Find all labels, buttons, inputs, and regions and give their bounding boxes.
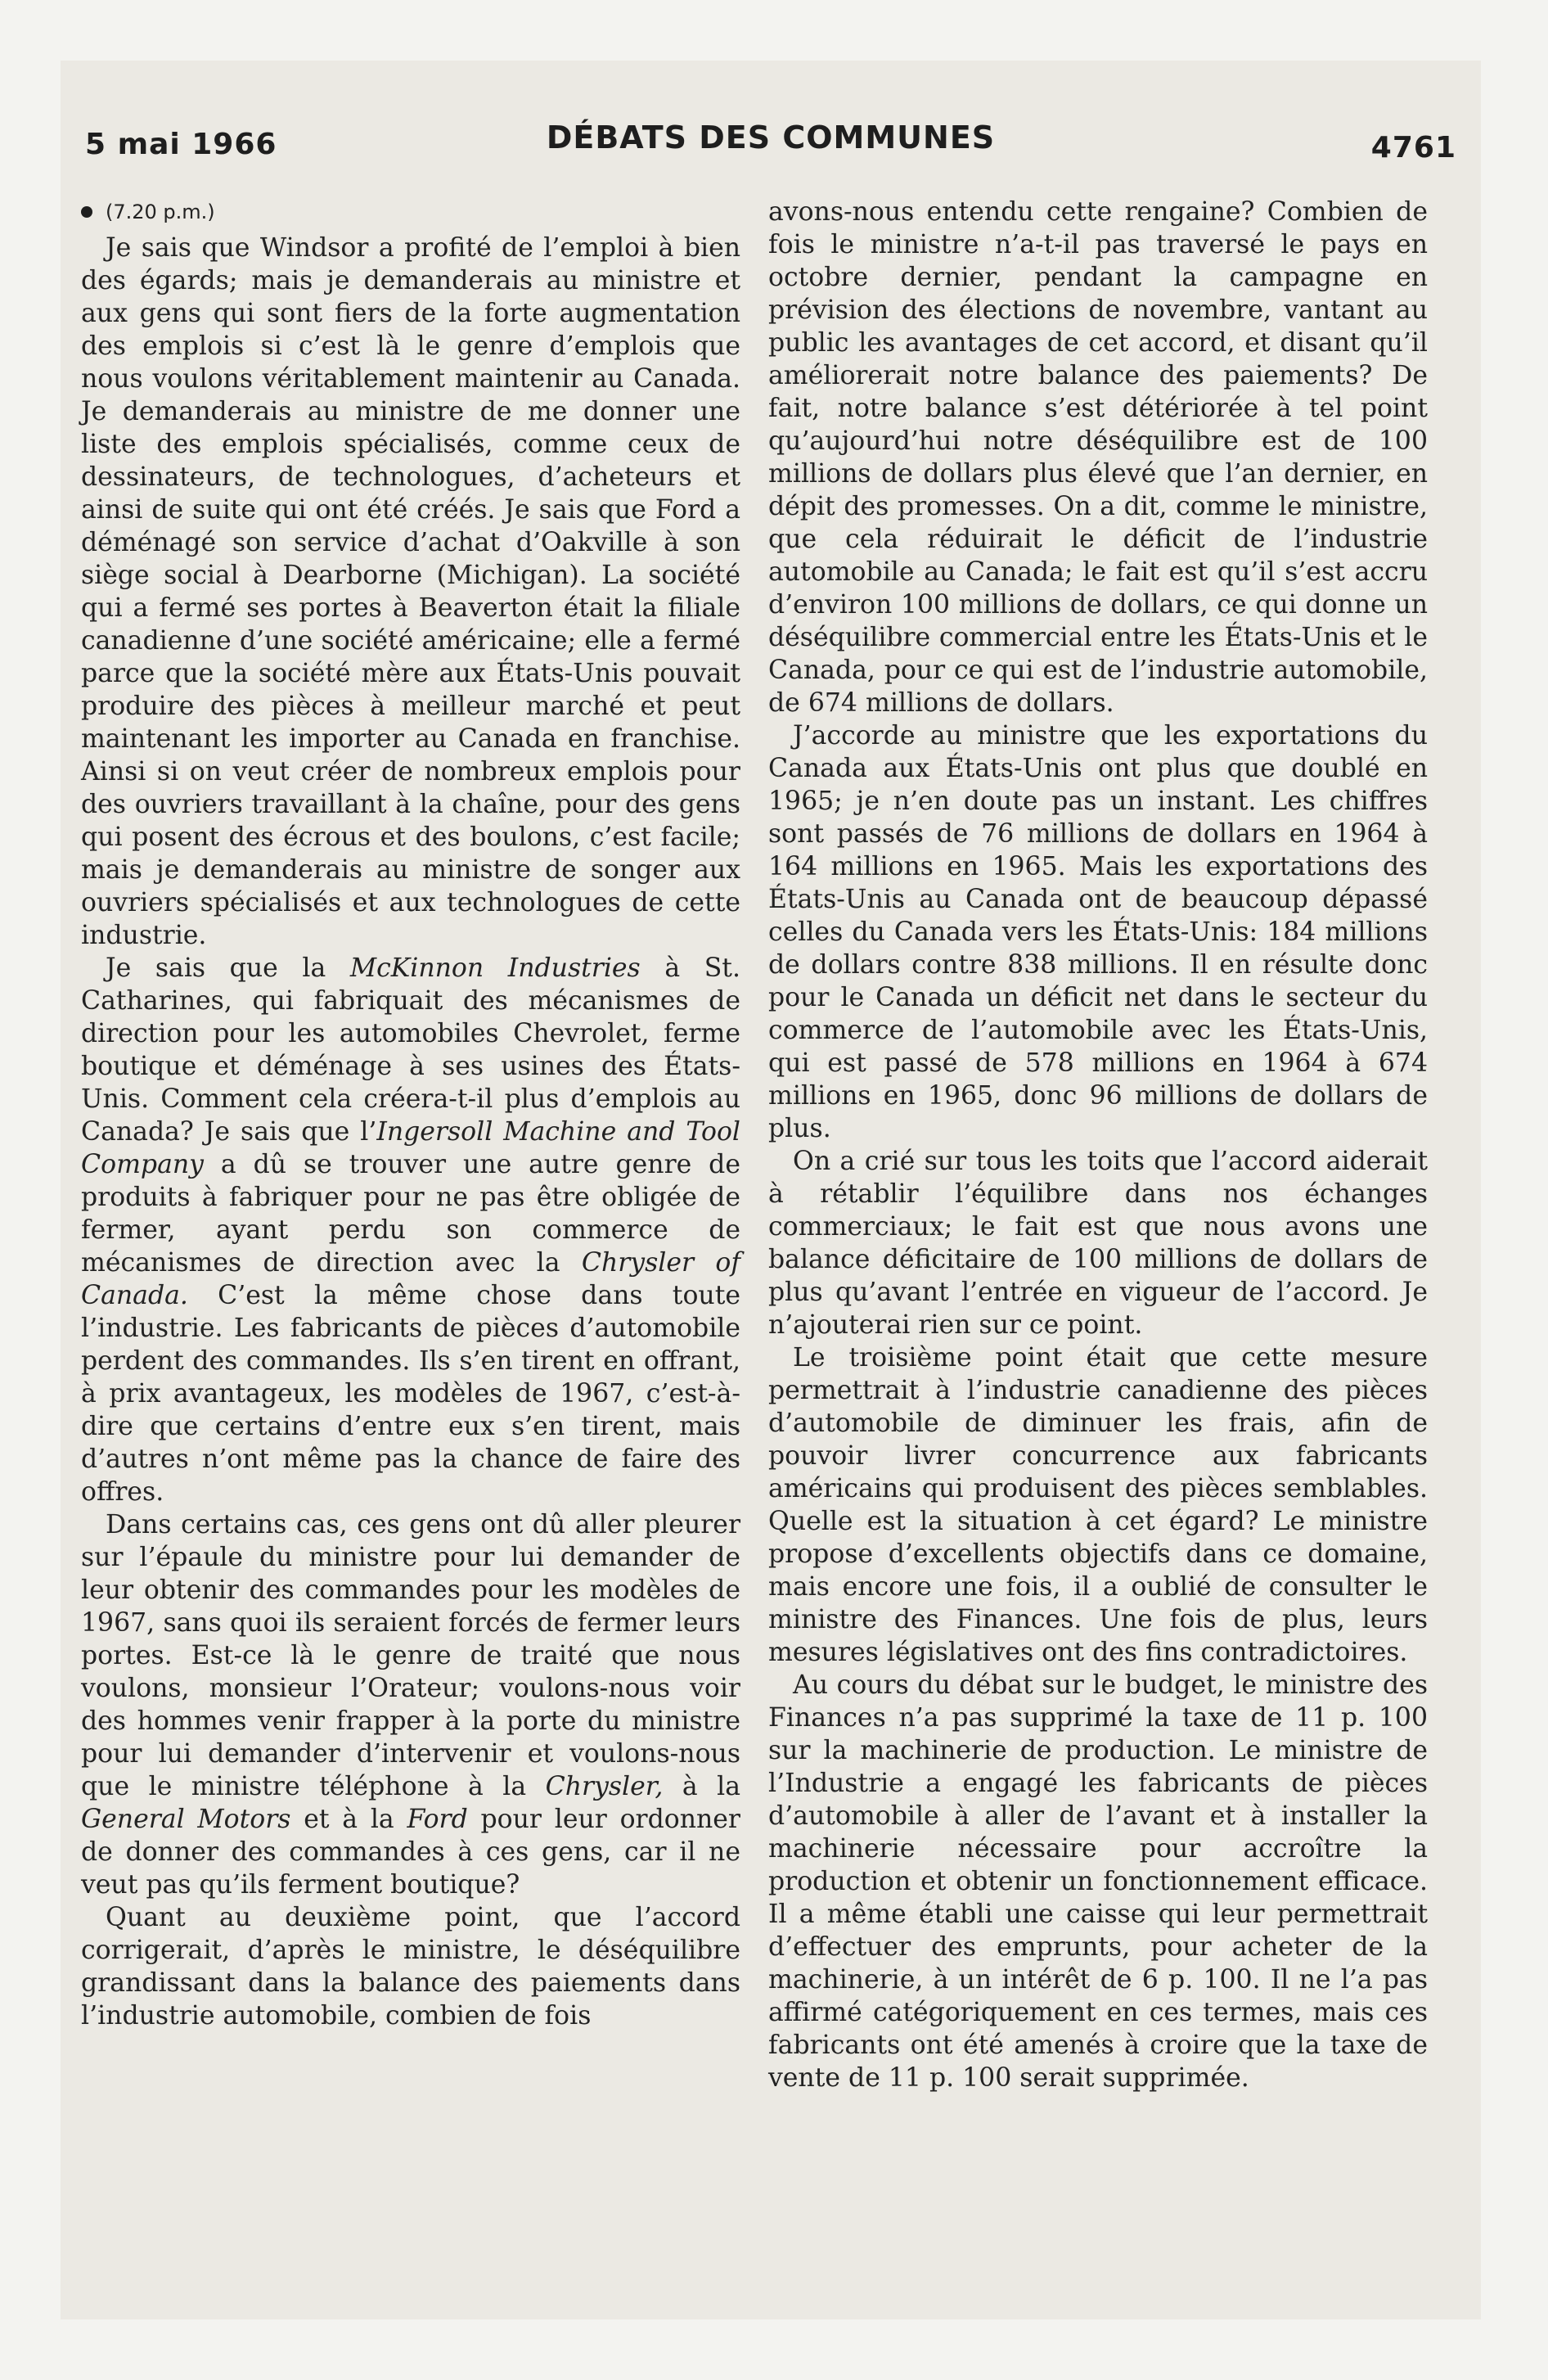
text-run: Je sais que la: [106, 953, 350, 983]
italic-run: Ingersoll Machine and Tool Company: [81, 1117, 741, 1179]
header-date: 5 mai 1966: [85, 128, 277, 161]
italic-run: General Motors: [81, 1805, 291, 1834]
text-run: C’est la même chose dans toute l’industrie. Les fabricants de pièces d’automobile perdent des commandes. Ils s’en tirent en offrant, à prix avantageux, les modèles de 1967, c’est-à-dire que certains d’entre eux s’en tirent, mais d’autres n’ont même pas la chance de faire des offres.: [81, 1281, 740, 1507]
text-run: à la: [663, 1772, 740, 1801]
italic-run: Ford: [407, 1805, 468, 1834]
paragraph: On a crié sur tous les toits que l’accord aiderait à rétablir l’équilibre dans nos échanges commerciaux; le fait est que nous avons une balance déficitaire de 100 millions de dollars de plus qu’avant l’entrée en vigueur de l’accord. Je n’ajouterai rien sur ce point.: [768, 1147, 1428, 1340]
paragraph: [81, 952, 740, 1508]
header-title: DÉBATS DES COMMUNES: [546, 119, 996, 156]
paragraph: Je sais que Windsor a profité de l’emploi à bien des égards; mais je demanderais au ministre et aux gens qui sont fiers de la forte augmentation des emplois si c’est là le genre d’emplois que nous voulons véritablement maintenir au Canada. Je demanderais au ministre de me donner une liste des emplois spécialisés, comme ceux de dessinateurs, de technologues, d’acheteurs et ainsi de suite qui ont été créés. Je sais que Ford a déménagé son service d’achat d’Oakville à son siège social à Dearborne (Michigan). La société qui a fermé ses portes à Beaverton était la filiale canadienne d’une société américaine; elle a fermé parce que la société mère aux États-Unis pouvait produire des pièces à meilleur marché et peut maintenant les importer au Canada en franchise. Ainsi si on veut créer de nombreux emplois pour des ouvriers travaillant à la chaîne, pour des gens qui posent des écrous et des boulons, c’est facile; mais je demanderais au ministre de songer aux ouvriers spécialisés et aux technologues de cette industrie.: [81, 233, 740, 950]
italic-run: Chrysler,: [545, 1772, 664, 1801]
paragraph: Le troisième point était que cette mesure permettrait à l’industrie canadienne des pièces d’automobile de diminuer les frais, afin de pouvoir livrer concurrence aux fabricants américains qui produisent des pièces semblables. Quelle est la situation à cet égard? Le ministre propose d’excellents objectifs dans ce domaine, mais encore une fois, il a oublié de consulter le ministre des Finances. Une fois de plus, leurs mesures législatives ont des fins contradictoires.: [768, 1343, 1428, 1667]
paragraph: J’accorde au ministre que les exportations du Canada aux États-Unis ont plus que doublé en 1965; je n’en doute pas un instant. Les chiffres sont passés de 76 millions de dollars en 1964 à 164 millions en 1965. Mais les exportations des États-Unis au Canada ont de beaucoup dépassé celles du Canada vers les États-Unis: 184 millions de dollars contre 838 millions. Il en résulte donc pour le Canada un déficit net dans le secteur du commerce de l’automobile avec les États-Unis, qui est passé de 578 millions en 1964 à 674 millions en 1965, donc 96 millions de dollars de plus.: [768, 721, 1428, 1143]
left-column: [81, 196, 740, 2032]
italic-run: Chrysler of Canada.: [81, 1248, 740, 1310]
header-page-number: 4761: [1370, 131, 1456, 165]
italic-run: McKinnon Industries: [349, 953, 641, 983]
text-run: Dans certains cas, ces gens ont dû aller pleurer sur l’épaule du ministre pour lui demander de leur obtenir des commandes pour les modèles de 1967, sans quoi ils seraient forcés de fermer leurs portes. Est-ce là le genre de traité que nous voulons, monsieur l’Orateur; voulons-nous voir des hommes venir frapper à la porte du ministre pour lui demander d’intervenir et voulons-nous que le ministre téléphone à la: [81, 1510, 740, 1801]
text-run: pour leur ordonner de donner des commandes à ces gens, car il ne veut pas qu’ils ferment boutique?: [81, 1805, 740, 1900]
text-run: à St. Catharines, qui fabriquait des mécanismes de direction pour les automobiles Chevrolet, ferme boutique et déménage à ses usines des États-Unis. Comment cela créera-t-il plus d’emplois au Canada? Je sais que l’: [81, 953, 740, 1147]
right-column: [768, 196, 1428, 2094]
paragraph: Quant au deuxième point, que l’accord corrigerait, d’après le ministre, le déséquilibre grandissant dans la balance des paiements dans l’industrie automobile, combien de fois: [81, 1903, 740, 2031]
page: [61, 61, 1481, 2319]
text-run: a dû se trouver une autre genre de produits à fabriquer pour ne pas être obligée de fermer, ayant perdu son commerce de mécanismes de direction avec la: [81, 1150, 740, 1278]
time-marker: [81, 196, 740, 228]
page-header: [85, 119, 1456, 177]
text-run: et à la: [290, 1805, 407, 1834]
time-marker-text: (7.20 p.m.): [106, 201, 215, 223]
paragraph: avons-nous entendu cette rengaine? Combien de fois le ministre n’a-t-il pas traversé le pays en octobre dernier, pendant la campagne en prévision des élections de novembre, vantant au public les avantages de cet accord, et disant qu’il améliorerait notre balance des paiements? De fait, notre balance s’est détériorée à tel point qu’aujourd’hui notre déséquilibre est de 100 millions de dollars plus élevé que l’an dernier, en dépit des promesses. On a dit, comme le ministre, que cela réduirait le déficit de l’industrie automobile au Canada; le fait est qu’il s’est accru d’environ 100 millions de dollars, ce qui donne un déséquilibre commercial entre les États-Unis et le Canada, pour ce qui est de l’industrie automobile, de 674 millions de dollars.: [768, 197, 1428, 718]
bullet-dot-icon: [81, 206, 92, 218]
paragraph: Au cours du débat sur le budget, le ministre des Finances n’a pas supprimé la taxe de 11 p. 100 sur la machinerie de production. Le ministre de l’Industrie a engagé les fabricants de pièces d’automobile à aller de l’avant et à installer la machinerie nécessaire pour accroître la production et obtenir un fonctionnement efficace. Il a même établi une caisse qui leur permettrait d’effectuer des emprunts, pour acheter de la machinerie, à un intérêt de 6 p. 100. Il ne l’a pas affirmé catégoriquement en ces termes, mais ces fabricants ont été amenés à croire que la taxe de vente de 11 p. 100 serait supprimée.: [768, 1670, 1428, 2093]
paragraph: [81, 1508, 740, 1901]
